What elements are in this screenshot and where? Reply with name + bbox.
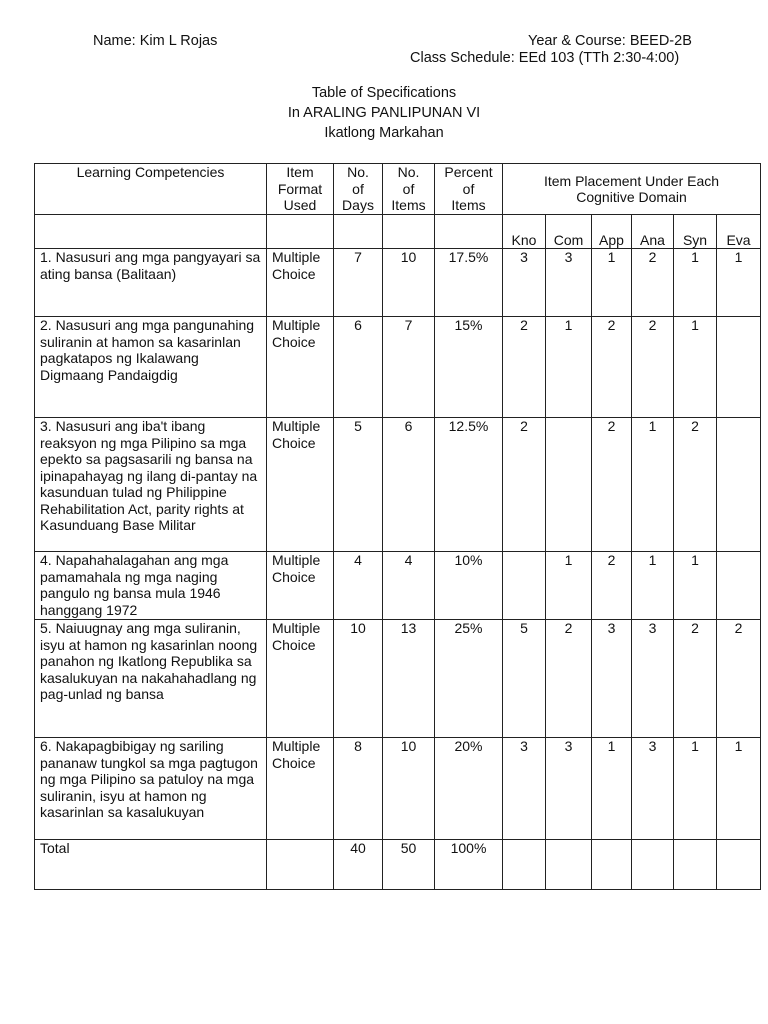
percent-cell: 12.5% [435, 418, 503, 552]
empty-cell [267, 215, 334, 249]
table-row [35, 317, 761, 418]
empty-cell [592, 840, 632, 890]
format-cell: Multiple Choice [267, 620, 334, 738]
kno-cell: 3 [503, 738, 546, 840]
items-cell: 7 [383, 317, 435, 418]
empty-cell [717, 840, 761, 890]
header-items: No. of Items [383, 164, 435, 215]
competency-cell: 3. Nasusuri ang iba't ibang reaksyon ng mga Pilipino sa mga epekto sa pagsasarili ng bansa na ipinapahayag ng ilang di-pantay na kasunduan tulad ng Philippine Rehabilitation Act, parity rights at Kasunduang Base Militar [35, 418, 267, 552]
format-cell: Multiple Choice [267, 552, 334, 620]
empty-cell [503, 840, 546, 890]
items-cell: 4 [383, 552, 435, 620]
com-cell: 2 [546, 620, 592, 738]
empty-cell [334, 215, 383, 249]
percent-cell: 20% [435, 738, 503, 840]
items-cell: 6 [383, 418, 435, 552]
syn-cell: 2 [674, 418, 717, 552]
format-cell: Multiple Choice [267, 418, 334, 552]
empty-cell [267, 840, 334, 890]
header-percent: Percent of Items [435, 164, 503, 215]
table-row [35, 249, 761, 317]
kno-cell: 3 [503, 249, 546, 317]
format-cell: Multiple Choice [267, 249, 334, 317]
domain-eva: Eva [717, 215, 761, 249]
total-row [35, 840, 761, 890]
percent-cell: 17.5% [435, 249, 503, 317]
com-cell: 1 [546, 317, 592, 418]
empty-cell [383, 215, 435, 249]
days-cell: 5 [334, 418, 383, 552]
competency-cell: 2. Nasusuri ang mga pangunahing suliranin at hamon sa kasarinlan pagkatapos ng Ikalawang Digmaang Pandaigdig [35, 317, 267, 418]
percent-cell: 10% [435, 552, 503, 620]
total-days: 40 [334, 840, 383, 890]
specification-table [34, 163, 761, 890]
ana-cell: 2 [632, 249, 674, 317]
syn-cell: 1 [674, 249, 717, 317]
syn-cell: 1 [674, 738, 717, 840]
percent-cell: 15% [435, 317, 503, 418]
empty-cell [35, 215, 267, 249]
app-cell: 2 [592, 317, 632, 418]
eva-cell [717, 418, 761, 552]
syn-cell: 1 [674, 317, 717, 418]
class-schedule: Class Schedule: EEd 103 (TTh 2:30-4:00) [410, 50, 680, 66]
document-title: Table of Specifications [311, 85, 457, 101]
domain-syn: Syn [674, 215, 717, 249]
table-row [35, 620, 761, 738]
com-cell: 3 [546, 249, 592, 317]
header-days: No. of Days [334, 164, 383, 215]
total-percent: 100% [435, 840, 503, 890]
domain-kno: Kno [503, 215, 546, 249]
kno-cell: 5 [503, 620, 546, 738]
com-cell: 3 [546, 738, 592, 840]
syn-cell: 1 [674, 552, 717, 620]
document-subject: In ARALING PANLIPUNAN VI [287, 105, 481, 121]
header-item-format: Item Format Used [267, 164, 334, 215]
app-cell: 1 [592, 249, 632, 317]
syn-cell: 2 [674, 620, 717, 738]
eva-cell [717, 317, 761, 418]
app-cell: 3 [592, 620, 632, 738]
format-cell: Multiple Choice [267, 317, 334, 418]
domain-app: App [592, 215, 632, 249]
total-label: Total [35, 840, 267, 890]
days-cell: 8 [334, 738, 383, 840]
empty-cell [435, 215, 503, 249]
competency-cell: 6. Nakapagbibigay ng sariling pananaw tungkol sa mga pagtugon ng mga Pilipino sa patuloy na mga suliranin, isyu at hamon ng kasarinlan sa kasalukuyan [35, 738, 267, 840]
items-cell: 13 [383, 620, 435, 738]
header-item-placement: Item Placement Under Each Cognitive Domain [503, 164, 761, 215]
table-row [35, 552, 761, 620]
ana-cell: 1 [632, 418, 674, 552]
ana-cell: 3 [632, 620, 674, 738]
table-row [35, 738, 761, 840]
total-items: 50 [383, 840, 435, 890]
empty-cell [632, 840, 674, 890]
eva-cell [717, 552, 761, 620]
items-cell: 10 [383, 738, 435, 840]
header-competencies: Learning Competencies [35, 164, 267, 215]
competency-cell: 1. Nasusuri ang mga pangyayari sa ating bansa (Balitaan) [35, 249, 267, 317]
domain-ana: Ana [632, 215, 674, 249]
com-cell: 1 [546, 552, 592, 620]
days-cell: 4 [334, 552, 383, 620]
empty-cell [674, 840, 717, 890]
eva-cell: 1 [717, 738, 761, 840]
items-cell: 10 [383, 249, 435, 317]
format-cell: Multiple Choice [267, 738, 334, 840]
percent-cell: 25% [435, 620, 503, 738]
competency-cell: 5. Naiuugnay ang mga suliranin, isyu at hamon ng kasarinlan noong panahon ng Ikatlong Republika sa kasalukuyan na nakahahadlang ng pag-unlad ng bansa [35, 620, 267, 738]
app-cell: 1 [592, 738, 632, 840]
app-cell: 2 [592, 552, 632, 620]
com-cell [546, 418, 592, 552]
year-course: Year & Course: BEED-2B [528, 33, 692, 49]
app-cell: 2 [592, 418, 632, 552]
student-name: Name: Kim L Rojas [93, 33, 218, 49]
eva-cell: 1 [717, 249, 761, 317]
days-cell: 10 [334, 620, 383, 738]
kno-cell: 2 [503, 418, 546, 552]
days-cell: 6 [334, 317, 383, 418]
domain-com: Com [546, 215, 592, 249]
table-row [35, 418, 761, 552]
header-row [35, 164, 761, 215]
kno-cell: 2 [503, 317, 546, 418]
ana-cell: 2 [632, 317, 674, 418]
eva-cell: 2 [717, 620, 761, 738]
ana-cell: 3 [632, 738, 674, 840]
kno-cell [503, 552, 546, 620]
domain-header-row [35, 215, 761, 249]
empty-cell [546, 840, 592, 890]
days-cell: 7 [334, 249, 383, 317]
competency-cell: 4. Napahahalagahan ang mga pamamahala ng mga naging pangulo ng bansa mula 1946 hanggang 1972 [35, 552, 267, 620]
document-quarter: Ikatlong Markahan [324, 125, 444, 141]
ana-cell: 1 [632, 552, 674, 620]
